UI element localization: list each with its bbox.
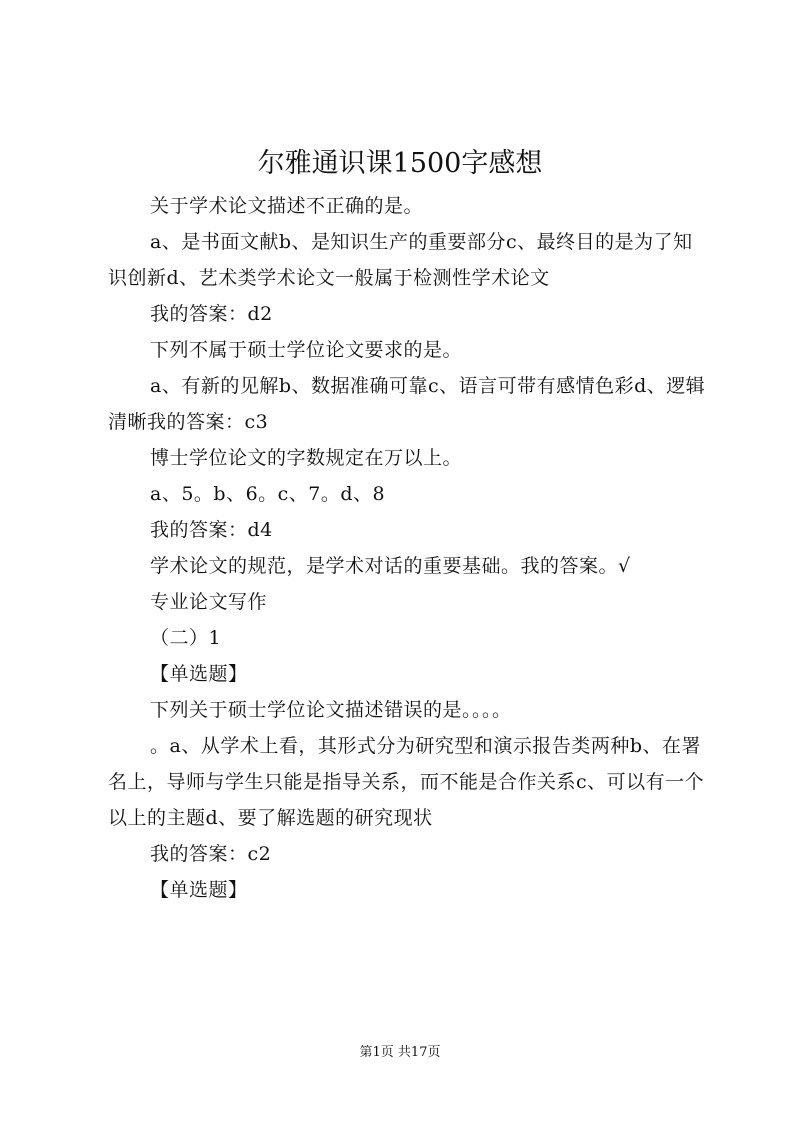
paragraph: 我的答案：c2: [150, 843, 272, 865]
paragraph: a、有新的见解b、数据准确可靠c、语言可带有感情色彩d、逻辑清晰我的答案：c3: [108, 375, 706, 433]
paragraph: 我的答案：d2: [150, 303, 273, 325]
page-title: 尔雅通识课1500字感想: [257, 148, 543, 179]
paragraph: 下列不属于硕士学位论文要求的是。: [150, 339, 463, 361]
paragraph: （二）1: [150, 627, 222, 649]
paragraph: 下列关于硕士学位论文描述错误的是。。。。: [150, 699, 512, 721]
paragraph: 。a、从学术上看，其形式分为研究型和演示报告类两种b、在署名上，导师与学生只能是指导关系，而不能是合作关系c、可以有一个以上的主题d、要了解选题的研究现状: [108, 735, 705, 829]
paragraph: 【单选题】: [150, 663, 248, 685]
paragraph: 学术论文的规范，是学术对话的重要基础。我的答案。√: [150, 555, 631, 577]
paragraph: 专业论文写作: [150, 591, 268, 613]
paragraph: a、是书面文献b、是知识生产的重要部分c、最终目的是为了知识创新d、艺术类学术论文一般属于检测性学术论文: [108, 231, 693, 289]
paragraph: 博士学位论文的字数规定在万以上。: [150, 447, 463, 469]
paragraph: a、5。b、6。c、7。d、8: [150, 483, 386, 505]
paragraph: 关于学术论文描述不正确的是。: [150, 195, 424, 217]
page-footer: 第1页 共17页: [359, 1045, 441, 1060]
paragraph: 我的答案：d4: [150, 519, 273, 541]
document-body: [108, 188, 708, 908]
paragraph: 【单选题】: [150, 879, 248, 901]
